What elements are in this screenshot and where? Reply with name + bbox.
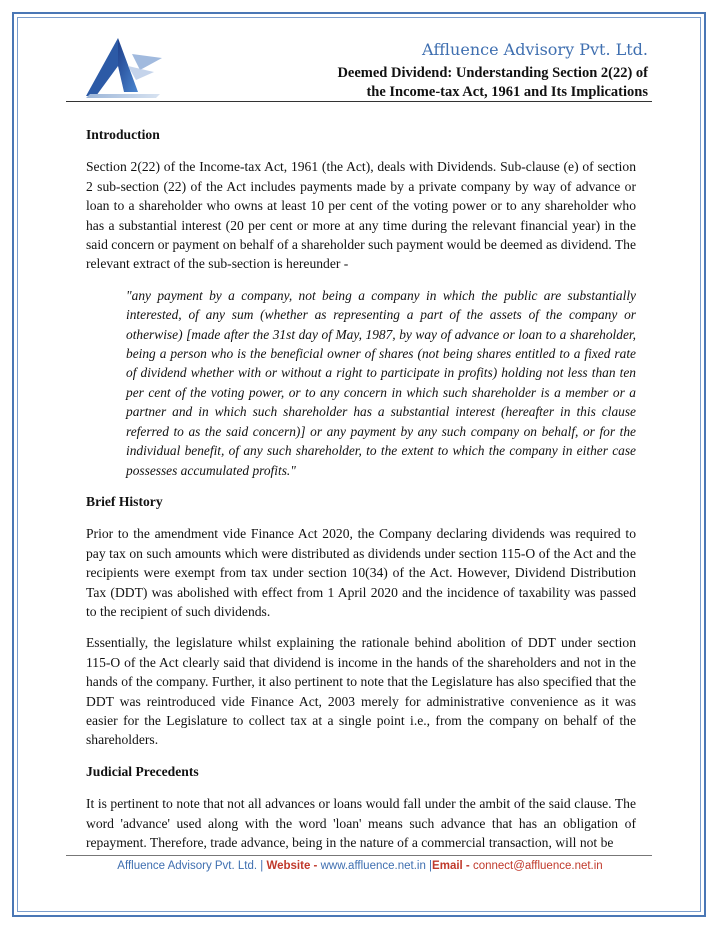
title-line-2: the Income-tax Act, 1961 and Its Implications bbox=[366, 84, 648, 100]
heading-brief-history: Brief History bbox=[86, 493, 163, 509]
document-title bbox=[337, 64, 648, 102]
footer-email-label: Email - bbox=[432, 860, 473, 872]
footer-website-link[interactable]: www.affluence.net.in bbox=[320, 860, 426, 872]
heading-judicial-precedents: Judicial Precedents bbox=[86, 763, 199, 779]
triangle-logo-icon bbox=[80, 36, 166, 98]
judicial-paragraph-1: It is pertinent to note that not all advances or loans would fall under the ambit of the said clause. The word 'advance' used along with the word 'loan' means such advance that has an obligation of repayment. Therefore, trade advance, being in the nature of a commercial transaction, will not be bbox=[86, 796, 636, 850]
footer-email-link[interactable]: connect@affluence.net.in bbox=[472, 860, 603, 872]
footer-separator-2: | bbox=[425, 860, 433, 872]
company-name: Affluence Advisory Pvt. Ltd. bbox=[422, 40, 648, 59]
footer-divider bbox=[66, 855, 652, 856]
history-paragraph-2: Essentially, the legislature whilst explaining the rationale behind abolition of DDT under section 115-O of the Act clearly said that dividend is income in the hands of the shareholders and not in the hands of the company. Further, it also pertinent to note that the Legislature has also specified that the DDT was reintroduced vide Finance Act, 2003 merely for administrative convenience as it was easier for the Legislature to collect tax at a single point i.e., from the company on behalf of the shareholders. bbox=[86, 635, 636, 748]
footer bbox=[0, 860, 720, 872]
footer-company: Affluence Advisory Pvt. Ltd. bbox=[117, 860, 258, 872]
header-divider bbox=[66, 101, 652, 102]
intro-paragraph: Section 2(22) of the Income-tax Act, 1961 (the Act), deals with Dividends. Sub-clause (e) of section 2 sub-section (22) of the Act includes payments made by a private company by way of advance or loan to a shareholder who owns at least 10 per cent of the voting power or to any shareholder who has a substantial interest (20 per cent or more at any time during the relevant financial year) in the said concern or payment on behalf of a shareholder such payment would be deemed as dividend. The relevant extract of the sub-section is hereunder - bbox=[86, 159, 636, 272]
title-line-1: Deemed Dividend: Understanding Section 2(22) of bbox=[337, 65, 648, 81]
footer-separator: | bbox=[257, 860, 267, 872]
statute-quote: "any payment by a company, not being a company in which the public are substantially interested, of any sum (whether as representing a part of the assets of the company or otherwise) [made after the 31st day of May, 1987, by way of advance or loan to a shareholder, being a person who is the beneficial owner of shares (not being shares entitled to a fixed rate of dividend whether with or without a right to participate in profits) holding not less than ten per cent of the voting power, or to any concern in which such shareholder is a member or a partner and in which such shareholder has a substantial interest (hereafter in this clause referred to as the said concern)] or any payment by any such company on behalf, or for the individual benefit, of any such shareholder, to the extent to which the company in either case possesses accumulated profits." bbox=[126, 287, 636, 478]
footer-website-label: Website - bbox=[266, 860, 321, 872]
heading-introduction: Introduction bbox=[86, 127, 160, 142]
history-paragraph-1: Prior to the amendment vide Finance Act 2020, the Company declaring dividends was required to pay tax on such amounts which were distributed as dividends under section 115-O of the Act and the recipients were exempt from tax under section 10(34) of the Act. However, Dividend Distribution Tax (DDT) was abolished with effect from 1 April 2020 and the incidence of taxability was passed to the recipient of such dividends. bbox=[86, 526, 636, 619]
document-body bbox=[86, 125, 636, 864]
